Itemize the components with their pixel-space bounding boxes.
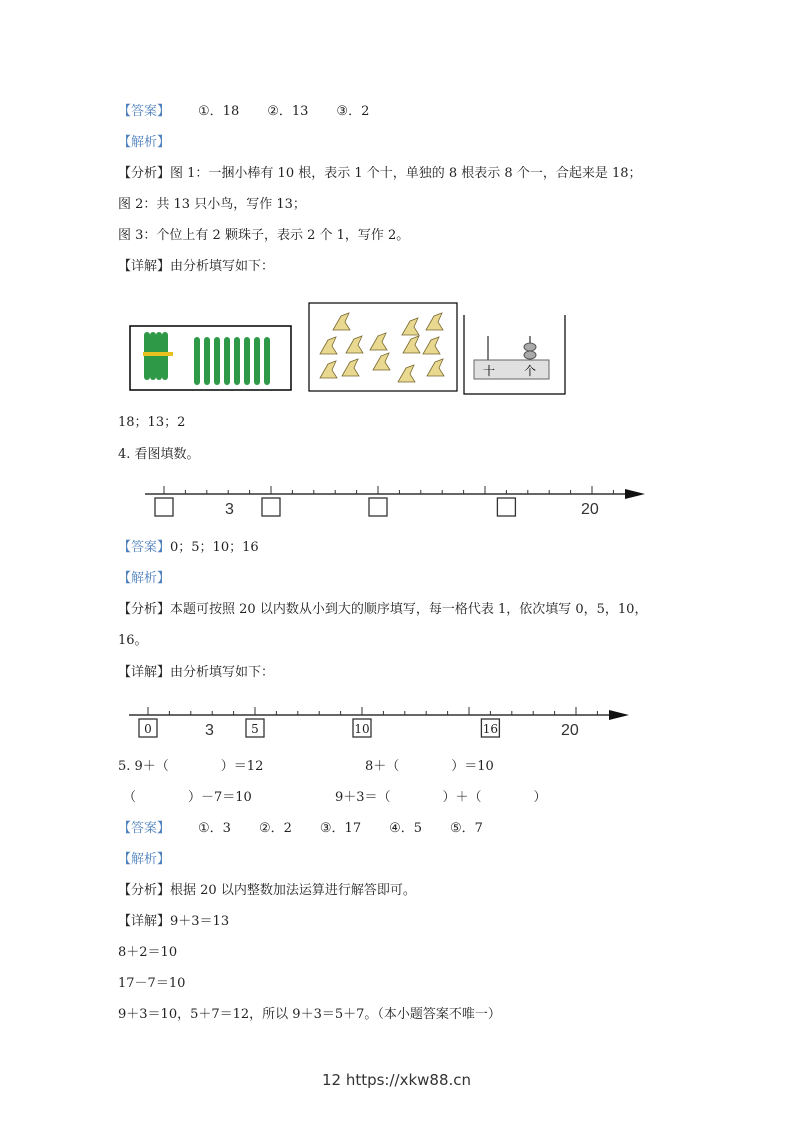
answer-4: ④．5 xyxy=(389,821,423,836)
jiexi-tag: 【解析】 xyxy=(118,571,171,586)
q4-xiangjie xyxy=(118,665,274,681)
fenxi-tag: 【分析】 xyxy=(118,166,171,181)
q5-xiangjie xyxy=(118,914,229,930)
jiexi-tag: 【解析】 xyxy=(118,852,171,867)
fenxi-tag: 【分析】 xyxy=(118,883,171,898)
equation-1: 5. 9＋（ ）＝12 xyxy=(118,759,264,774)
q3-xiangjie xyxy=(118,259,274,275)
fenxi-text: 根据 20 以内整数加法运算进行解答即可。 xyxy=(170,883,416,898)
q5-row1 xyxy=(118,759,263,775)
filled-box xyxy=(246,719,264,737)
fenxi-line: 图 2：共 13 只小鸟，写作 13； xyxy=(118,197,306,212)
q5-answer xyxy=(118,821,483,837)
birds-figure xyxy=(309,303,457,391)
q3-answer xyxy=(118,104,369,120)
answer-3: ③．2 xyxy=(336,104,370,119)
stick xyxy=(264,337,270,385)
answer-tag: 【答案】 xyxy=(118,104,171,119)
filled-box xyxy=(353,719,371,737)
tick-label-20: 20 xyxy=(561,722,579,739)
equation-3: （ ）－7＝10 xyxy=(123,790,252,805)
q3-figures xyxy=(128,300,568,400)
equation-4: 9＋3＝（ ）＋（ ） xyxy=(335,790,547,805)
number-line-blank xyxy=(140,484,650,524)
xiangjie-text: 由分析填写如下： xyxy=(170,665,275,680)
answer-tag: 【答案】 xyxy=(118,540,171,555)
box-value: 5 xyxy=(251,722,259,736)
stick xyxy=(194,337,200,385)
answer-box xyxy=(262,498,280,516)
q4-fenxi xyxy=(118,602,647,618)
fenxi-tag: 【分析】 xyxy=(118,602,171,617)
sticks-figure xyxy=(130,326,291,390)
answer-box xyxy=(369,498,387,516)
stick xyxy=(254,337,260,385)
stick xyxy=(234,337,240,385)
xiangjie-tag: 【详解】 xyxy=(118,914,171,929)
solution-line: 9＋3＝13 xyxy=(170,914,230,929)
box-value: 0 xyxy=(144,722,152,736)
filled-box xyxy=(481,719,499,737)
answer-text: 0；5；10；16 xyxy=(170,540,259,555)
box-value: 10 xyxy=(354,722,370,736)
abacus-figure xyxy=(464,315,565,394)
solution-line: 8＋2＝10 xyxy=(118,945,178,960)
tick-label-3: 3 xyxy=(205,722,214,739)
tick-label-20: 20 xyxy=(581,501,599,518)
equation-2: 8＋（ ）＝10 xyxy=(365,759,494,774)
fenxi-line: 图 3：个位上有 2 颗珠子，表示 2 个 1，写作 2。 xyxy=(118,228,410,243)
xiangjie-tag: 【详解】 xyxy=(118,665,171,680)
xiangjie-tag: 【详解】 xyxy=(118,259,171,274)
stick xyxy=(214,337,220,385)
answer-box xyxy=(497,498,515,516)
ones-label: 个 xyxy=(524,364,537,378)
stick xyxy=(204,337,210,385)
fenxi-text: 本题可按照 20 以内数从小到大的顺序填写，每一格代表 1，依次填写 0，5，10， xyxy=(170,602,648,617)
stick xyxy=(244,337,250,385)
q4-answer xyxy=(118,540,259,556)
answer-3: ③．17 xyxy=(319,821,362,836)
number-line-filled xyxy=(124,704,634,744)
tens-label: 十 xyxy=(483,364,496,378)
answer-1: ①．18 xyxy=(198,104,240,119)
jiexi-tag: 【解析】 xyxy=(118,135,171,150)
q3-fenxi xyxy=(118,166,642,182)
box-value: 16 xyxy=(482,722,499,736)
answer-box xyxy=(155,498,173,516)
q5-fenxi xyxy=(118,883,416,899)
fenxi-cont: 16。 xyxy=(118,633,148,648)
answer-2: ②．2 xyxy=(258,821,292,836)
answer-tag: 【答案】 xyxy=(118,821,171,836)
stick xyxy=(224,337,230,385)
q4-title: 4. 看图填数。 xyxy=(118,447,200,462)
answer-5: ⑤．7 xyxy=(450,821,483,836)
filled-box xyxy=(139,719,157,737)
q3-result: 18；13；2 xyxy=(118,415,186,430)
answer-1: ①．3 xyxy=(198,821,231,836)
page-footer: 12 https://xkw88.cn xyxy=(321,1071,472,1089)
tick-label-3: 3 xyxy=(225,501,234,518)
solution-line: 17－7＝10 xyxy=(118,976,186,991)
answer-2: ②．13 xyxy=(267,104,309,119)
solution-line: 9＋3＝10，5＋7＝12，所以 9＋3＝5＋7。（本小题答案不唯一） xyxy=(118,1007,501,1022)
xiangjie-text: 由分析填写如下： xyxy=(170,259,275,274)
fenxi-line: 图 1：一捆小棒有 10 根，表示 1 个十，单独的 8 根表示 8 个一，合起来是 18； xyxy=(170,166,642,181)
